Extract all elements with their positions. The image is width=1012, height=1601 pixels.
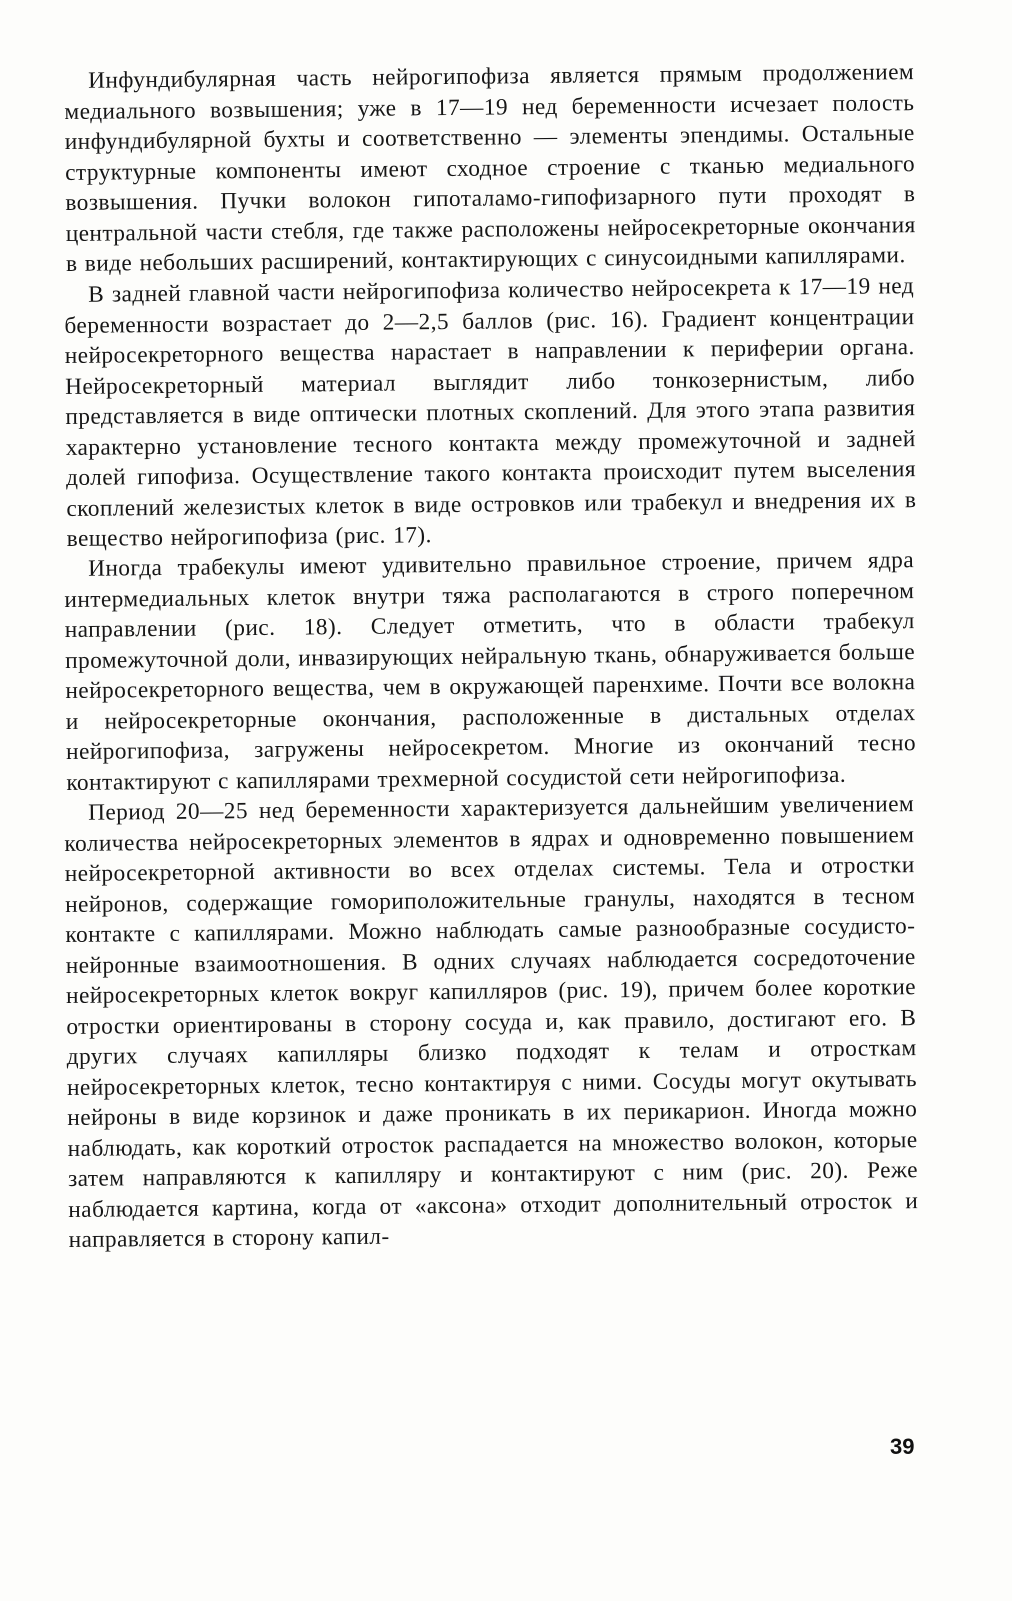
paragraph-3: Иногда трабекулы имеют удивительно правильное строение, причем ядра интермедиальных клеток внутри тяжа располагаются в строго поперечном направлении (рис. 18). Следует отметить, что в области трабекул промежуточной доли, инвазирующих нейральную ткань, обнаруживается больше нейросекреторного вещества, чем в окружающей паренхиме. Почти все волокна и нейросекреторные окончания, расположенные в дистальных отделах нейрогипофиза, загружены нейросекретом. Многие из окончаний тесно контактируют с капиллярами трехмерной сосудистой сети нейрогипофиза. — [64, 547, 917, 796]
paragraph-4: Период 20—25 нед беременности характеризуется дальнейшим увеличением количества нейросекреторных элементов в ядрах и одновременно повышением нейросекреторной активности во всех отделах системы. Тела и отростки нейронов, содержащие гомориположительные гранулы, находятся в тесном контакте с капиллярами. Можно наблюдать самые разнообразные сосудисто-нейронные взаимоотношения. В одних случаях наблюдается сосредоточение нейросекреторных клеток вокруг капилляров (рис. 19), причем более короткие отростки ориентированы в сторону сосуда и, как правило, достигают его. В других случаях капилляры близко подходят к телам и отросткам нейросекреторных клеток, тесно контактируя с ними. Сосуды могут окутывать нейроны в виде корзинок и даже проникать в их перикарион. Иногда можно наблюдать, как короткий отросток распадается на множество волокон, которые затем направляются к капилляру и контактируют с ним (рис. 20). Реже наблюдается картина, когда от «аксона» отходит дополнительный отросток и направляется в сторону капил- — [64, 791, 919, 1253]
paragraph-2: В задней главной части нейрогипофиза количество нейросекрета к 17—19 нед беременности возрастает до 2—2,5 баллов (рис. 16). Градиент концентрации нейросекреторного вещества нарастает в направлении к периферии органа. Нейросекреторный материал выглядит либо тонкозернистым, либо представляется в виде оптически плотных скоплений. Для этого этапа развития характерно установление тесного контакта между промежуточной и задней долей гипофиза. Осуществление такого контакта происходит путем выселения скоплений железистых клеток в виде островков или трабекул и внедрения их в вещество нейрогипофиза (рис. 17). — [64, 272, 917, 552]
page-number: 39 — [890, 1434, 915, 1459]
paragraph-1: Инфундибулярная часть нейрогипофиза является прямым продолжением медиального возвышения; уже в 17—19 нед беременности исчезает полость инфундибулярной бухты и соответственно — элементы эпендимы. Остальные структурные компоненты имеют сходное строение с тканью медиального возвышения. Пучки волокон гипоталамо-гипофизарного пути проходят в центральной части стебля, где также расположены нейросекреторные окончания в виде небольших расширений, контактирующих с синусоидными капиллярами. — [64, 59, 916, 277]
body-text — [64, 59, 919, 1256]
